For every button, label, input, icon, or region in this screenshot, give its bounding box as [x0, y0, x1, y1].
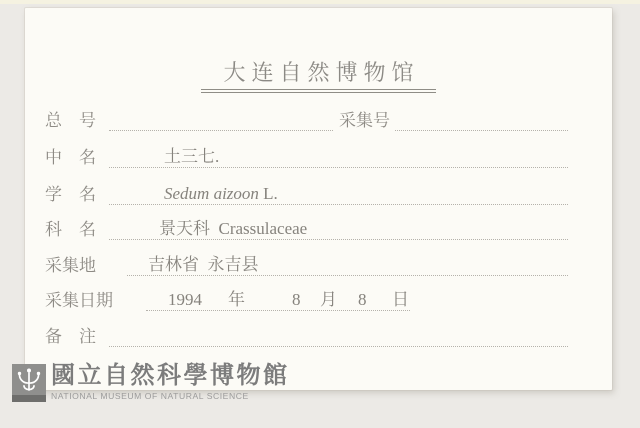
dotted-line-remarks: [109, 320, 568, 347]
museum-title-text: 大连自然博物馆: [201, 60, 435, 90]
nmns-name-zh: 國立自然科學博物館: [51, 362, 290, 389]
nmns-watermark-logo: [12, 364, 290, 402]
nmns-name-en: NATIONAL MUSEUM OF NATURAL SCIENCE: [51, 391, 249, 401]
title-double-underline: [201, 60, 435, 93]
field-label-scientific-name: 学 名: [45, 185, 96, 204]
date-day-unit: 日: [392, 290, 409, 309]
field-label-collection-number: 采集号: [339, 111, 390, 130]
locality-value: 吉林省 永吉县: [148, 255, 259, 274]
scan-top-edge: [0, 0, 640, 4]
dotted-line-locality: [127, 249, 568, 276]
field-row-remarks: [45, 321, 568, 347]
field-row-collection-date: [45, 285, 568, 311]
date-day-value: 8: [358, 290, 367, 309]
scientific-name-value: [164, 185, 278, 202]
field-row-family: [45, 214, 568, 240]
date-month-value: 8: [292, 290, 301, 309]
dotted-line-total-number: [109, 104, 333, 131]
dotted-line-collection-number: [395, 104, 568, 131]
field-label-family: 科 名: [45, 220, 96, 239]
nmns-logo-text: [51, 364, 290, 401]
field-label-locality: 采集地: [45, 256, 96, 275]
nmns-plant-icon: [12, 364, 46, 402]
field-label-remarks: 备 注: [45, 327, 96, 346]
date-row-blank: [410, 285, 568, 311]
museum-title: [25, 60, 612, 93]
family-value: 景天科 Crassulaceae: [159, 219, 308, 238]
dotted-line-collection-date: [146, 284, 410, 311]
field-row-chinese-name: [45, 142, 568, 168]
field-row-scientific-name: [45, 179, 568, 205]
date-year-unit: 年: [228, 290, 245, 309]
chinese-name-value: 土三七.: [164, 147, 220, 166]
field-label-total-number: 总 号: [45, 111, 96, 130]
specimen-label-card: [25, 8, 612, 390]
field-label-collection-date: 采集日期: [45, 291, 113, 310]
date-month-unit: 月: [320, 290, 337, 309]
field-label-chinese-name: 中 名: [45, 148, 96, 167]
dotted-line-family: [109, 213, 568, 240]
field-row-total-number: [45, 105, 568, 131]
scientific-name-genus: Sedum aizoon: [164, 184, 259, 203]
date-year-value: 1994: [168, 290, 202, 309]
dotted-line-scientific-name: [109, 178, 568, 205]
scientific-name-author: L.: [263, 184, 278, 203]
field-row-locality: [45, 250, 568, 276]
dotted-line-chinese-name: [109, 141, 568, 168]
